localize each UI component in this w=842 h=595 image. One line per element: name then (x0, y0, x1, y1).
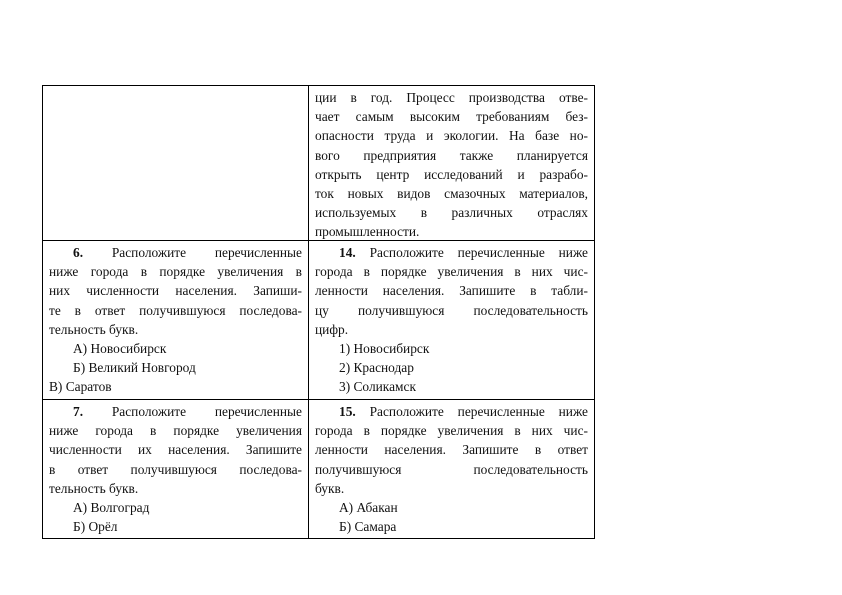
task-number: 15. (339, 404, 356, 419)
option-item: А) Волгоград (73, 500, 150, 516)
task-number: 6. (73, 245, 84, 260)
table-row (43, 399, 594, 538)
task-14-first-line (315, 243, 588, 262)
task-text-line: получившуюся последовательность (315, 461, 588, 477)
task-15-first-line (315, 402, 588, 421)
task-14-cell (309, 241, 594, 399)
option-item: Б) Орёл (73, 519, 118, 535)
text-line: вого предприятия также планируется (315, 147, 588, 163)
table-row (43, 86, 594, 240)
task-text-line: них численности населения. Запиши- (49, 283, 302, 299)
text-line: ции в год. Процесс производства отве- (315, 90, 588, 105)
task-number: 7. (73, 404, 84, 419)
option-item: А) Абакан (339, 500, 398, 516)
task-text-line: ниже города в порядке увеличения (49, 423, 302, 439)
option-item: А) Новосибирск (73, 341, 167, 357)
text-line: открыть центр исследований и разрабо- (315, 166, 588, 182)
task-15-cell (309, 400, 594, 538)
task-text-line: букв. (315, 480, 345, 496)
task-text-line: те в ответ получившуюся последова- (49, 302, 302, 318)
empty-cell (43, 86, 309, 240)
option-item: В) Саратов (49, 379, 112, 395)
text-line: промышленности. (315, 224, 420, 240)
task-text-line: ниже города в порядке увеличения в (49, 264, 302, 280)
task-text: Расположите перечисленные (111, 404, 302, 419)
option-item: 1) Новосибирск (339, 341, 430, 357)
task-7-cell (43, 400, 309, 538)
task-text: Расположите перечисленные ниже (369, 404, 588, 419)
option-item: Б) Великий Новгород (73, 360, 196, 376)
task-number: 14. (339, 245, 356, 260)
task-text-line: города в порядке увеличения в них чис- (315, 264, 588, 280)
option-item: 2) Краснодар (339, 360, 414, 376)
text-line: опасности труда и экологии. На базе но- (315, 128, 588, 144)
task-text-line: ленности населения. Запишите в ответ (315, 442, 588, 458)
task-7-first-line (49, 402, 302, 421)
text-line: используемых в различных отраслях (315, 205, 588, 221)
task-text-line: в ответ получившуюся последова- (49, 461, 302, 477)
text-line: чает самым высоким требованиям без- (315, 109, 588, 125)
task-text-line: ленности населения. Запишите в табли- (315, 283, 588, 299)
task-text: Расположите перечисленные ниже (369, 245, 588, 260)
task-text-line: цу получившуюся последовательность (315, 302, 588, 318)
task-6-cell (43, 241, 309, 399)
option-item: Б) Самара (339, 519, 397, 535)
task-text-line: цифр. (315, 321, 349, 337)
tasks-table (42, 85, 595, 539)
task-text-line: тельность букв. (49, 321, 139, 337)
task-text-line: тельность букв. (49, 480, 139, 496)
task-text-line: численности их населения. Запишите (49, 442, 302, 458)
option-item: 3) Соликамск (339, 379, 416, 395)
task-text: Расположите перечисленные (111, 245, 302, 260)
table-row (43, 240, 594, 399)
task-text-line: города в порядке увеличения в них чис- (315, 423, 588, 439)
text-line: ток новых видов смазочных материалов, (315, 186, 588, 202)
task-6-first-line (49, 243, 302, 262)
text-continuation-cell (309, 86, 594, 240)
